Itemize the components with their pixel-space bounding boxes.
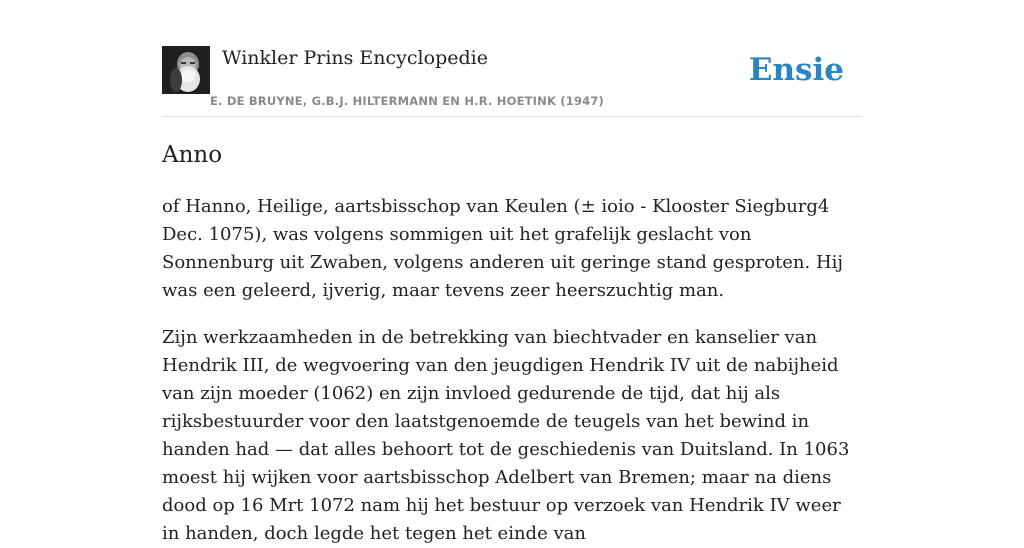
article-paragraph: of Hanno, Heilige, aartsbisschop van Keulen (± ioio - Klooster Siegburg4 Dec. 1075), was volgens sommigen uit het grafelijk geslacht von Sonnenburg uit Zwaben, volgens anderen uit geringe stand gesproten. Hij was een geleerd, ijverig, maar tevens zeer heerszuchtig man. [162,196,843,301]
site-header [162,46,862,117]
article-paragraph: Zijn werkzaamheden in de betrekking van biechtvader en kanselier van Hendrik III, de wegvoering van den jeugdigen Hendrik IV uit de nabijheid van zijn moeder (1062) en zijn invloed gedurende de tijd, dat hij als rijksbestuurder voor den laatstgenoemde de teugels van het bewind in handen had — dat alles behoort tot de geschiedenis van Duitsland. In 1063 moest hij wijken voor aartsbisschop Adelbert van Bremen; maar na diens dood op 16 Mrt 1072 nam hij het bestuur op verzoek van Hendrik IV weer in handen, doch legde het tegen het einde van [162,327,850,544]
ensie-logo-link[interactable]: Ensie [748,52,844,88]
portrait-avatar-icon [162,46,210,94]
article-title: Anno [162,142,223,168]
article [162,140,862,548]
site-title[interactable]: Winkler Prins Encyclopedie [222,47,488,69]
authors-byline: E. DE BRUYNE, G.B.J. HILTERMANN EN H.R. HOETINK (1947) [210,94,605,108]
